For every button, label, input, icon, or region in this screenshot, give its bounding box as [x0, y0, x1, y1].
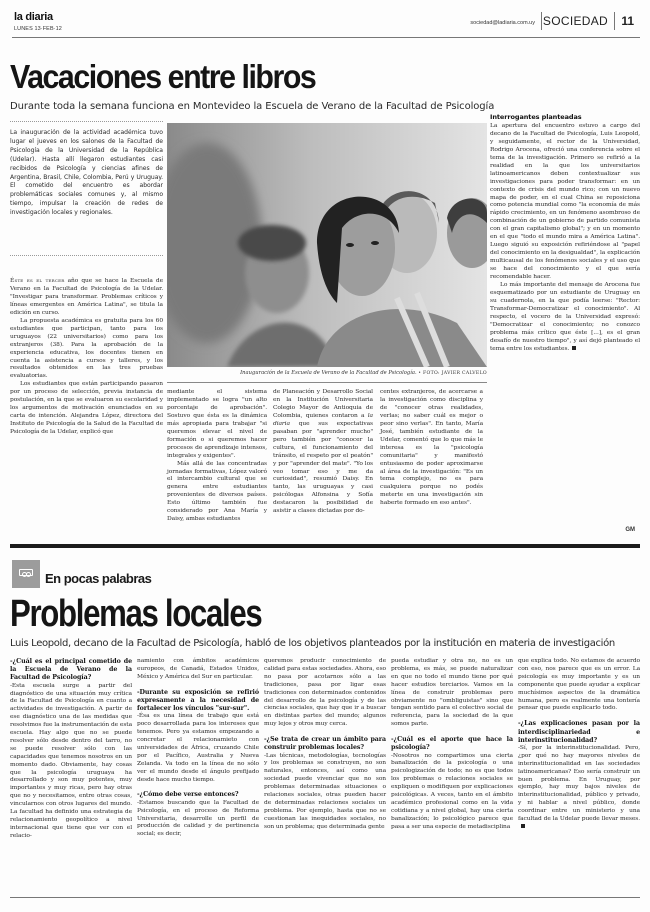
answer: pueda estudiar y otra no, no es un problema, es más, se puede naturalizar en que no todo el mundo tiene por qué hacer estudios terciarios. Vamos en la línea de construir problemas pero obviamente no "ombliguistas" sino que tengan sentido para el colectivo social de referencia, para la sociedad de la que somos parte. — [391, 658, 513, 728]
question: -Durante su exposición se refirió expresamente a la necesidad de fortalecer los vínculos "sur-sur". — [137, 688, 259, 713]
answer: namiento con ámbitos académicos europeos, de Canadá, Estados Unidos, México y América del Sur en particular. — [137, 658, 259, 680]
paragraph: Los estudiantes que están participando pasaron por un proceso de selección, previa instancia de postulación, en la que se evaluaron su escolaridad y los argumentos de motivación enunciados en su carta de intención. Alejandra López, directora del Instituto de Psicología de la Salud de la Facultad de Psicología de la Udelar, explicó que — [10, 381, 163, 436]
sidebar-heading: Interrogantes planteadas — [490, 113, 582, 121]
paragraph: La apertura del encuentro estuvo a cargo del decano de la Facultad de Psicología, Luis Leopold, y seguidamente, el rector de la Universidad, Rodrigo Arocena, ofreció una conferencia sobre el tema de la investigación. Primero se refirió a la realidad en la que los universitarios latinoamericanos deben contextualizar sus investigaciones para poder transformar: en un contexto de crisis del mundo rico; con un nuevo mapa de poder, en el cual China se reposiciona como potencia mundial como "la economía de más rápido crecimiento, en un fenómeno asombroso de combinación de un gobierno de partido comunista con el gran capitalismo global"; y en un momento en el que "todo el mundo mira a América Latina". Luego siguió su exposición refiriéndose al "papel del conocimiento en la desigualdad", la explicación multicausal de los fenómenos sociales y el uso que se hace del conocimiento y el que sería recomendable hacer. — [490, 122, 640, 281]
end-mark-icon — [572, 346, 576, 350]
lead-paragraph: La inauguración de la actividad académica tuvo lugar el jueves en los salones de la Facultad de Psicología de la Universidad de la República (Udelar). Hasta allí llegaron estudiantes casi recibidos de Psicología y ciencias afines de Argentina, Brasil, Chile, Colombia, Perú y Uruguay. El cometido del encuentro es abordar problemáticas sociales comunes y, al mismo tiempo, impulsar la creación de redes de investigación locales y regionales. — [10, 129, 163, 217]
section-divider — [10, 544, 640, 548]
newspaper-logo: la diaria — [14, 11, 53, 23]
paragraph: Más allá de las concentradas jornadas formativas, López valoró el intercambio cultural que se genera entre estudiantes provenientes de diversos países. Esto último también fue considerado por Ana María y Daisy, ambas estudiantes — [167, 460, 267, 523]
article-photo — [167, 123, 487, 367]
question: -¿Cuál es el aporte que hace la psicología? — [391, 736, 513, 752]
cassette-tape-icon — [12, 560, 40, 588]
kicker: En pocas palabras — [45, 571, 152, 586]
answer: -Ésa es una línea de trabajo que está poco desarrollada para los intereses que tenemos. Pero ya estamos empezando a concretar el relacionamieto con universidades de África, cruzando Chile por el Pacífico, Australia y Nueva Zelanda. Va todo en la línea de no sólo ver el mundo desde el ángulo prefijado desde hace mucho tiempo. — [137, 713, 259, 783]
section-name: SOCIEDAD — [542, 14, 608, 28]
article-column-1 — [10, 278, 163, 437]
divider — [541, 12, 542, 30]
sidebar-column — [490, 114, 640, 354]
opening-words: Éste es el tercer — [10, 278, 65, 284]
article-headline: Vacaciones entre libros — [10, 58, 316, 95]
end-mark-icon — [521, 824, 525, 828]
paragraph: La propuesta académica es gratuita para los 60 estudiantes que participan, tanto para los uruguayos (22 universitarios) como para los extranjeros (38). Para la aprobación de la experiencia educativa, los docentes tienen en cuenta la asistencia a cursos y talleres, y los resultados obtenidos en las tres pruebas evaluatorias. — [10, 317, 163, 380]
answer: -Estamos buscando que la Facultad de Psicología, en el proceso de Reforma Universitaria, desarrolle un perfil de producción de calidad y de pertinencia social; es decir, — [137, 799, 259, 838]
article-column-4 — [380, 389, 483, 508]
lead-box — [10, 121, 163, 256]
interview-column-2 — [137, 658, 259, 839]
answer: -Esta escuela surge a partir del diagnóstico de una situación muy crítica de la Facultad de Psicología en cuanto a actividades de investigación. A partir de ese diagnóstico una de las medidas que resolvimos fue la instrumentación de esta escuela. Hay algo que no se puede resolver sólo desde dentro del tarro, no se puede resolver sólo con las capacidades que tenemos nosotros en un momento dado. Obviamente, hay cosas que la psicología uruguaya ha desarrollado y son muy potentes, muy importantes y muy ricas, pero hay otras que no y necesitamos, entre otras cosas, vincularnos con otros lugares del mundo. La facultad ha definido una estrategia de relacionamiento geopolítico a nivel internacional que tiene que ver con el relacio- — [10, 682, 132, 839]
divider — [10, 897, 640, 898]
divider — [614, 12, 615, 30]
answer: -Las técnicas, metodologías, tecnologías y los problemas se construyen, no son naturales, entonces, así como una sociedad puede vivenciar que no son problemas determinadas situaciones o relaciones sociales, otras pueden hacer de determinadas relaciones sociales un problema. Por ejemplo, hasta que no se cuestionan las inequidades sociales, no son un problema; que determinada gente — [264, 752, 386, 830]
caption-text: Inauguración de la Escuela de Verano de la Facultad de Psicología. — [240, 370, 417, 376]
interview-column-1 — [10, 658, 132, 841]
interview-headline: Problemas locales — [10, 593, 262, 635]
paragraph: que sus expectativas pasaban por "aprender mucho" pero también por "conocer la cultura, el funcionamiento del tránsito, el respeto por el peatón" y por "aprender del mate". "Yo los veo tomar eso y me da curiosidad", resumió Daisy. En tanto, las uruguayas y casi psicólogas Alfonsina y Sofía destacaron la posibilidad de asistir a clases dictadas por do- — [273, 420, 373, 515]
paragraph: mediante el sistema implementado se logra "un alto porcentaje de aprobación". Sostuvo que ésta es la dinámica más apropiada para trabajar "si queremos elevar el nivel de formación o si queremos hacer procesos de aprendizaje intensos, integrales y exigentes". — [167, 389, 267, 459]
byline: GM — [625, 527, 635, 533]
answer: que explica todo. No estamos de acuerdo con eso, nos parece que es un error. La psicología es muy importante y es un componente que puede ayudar a explicar muchísimos aspectos de la dramática humana, pero es realmente una tontería pensar que puede explicarlo todo. — [518, 658, 640, 712]
paragraph: de Planeación y Desarrollo Social en la Institución Universitaria Colegio Mayor de Antioquia de Colombia, quienes contaron a — [273, 389, 373, 419]
masthead — [12, 8, 640, 38]
photo-caption — [167, 370, 487, 376]
article-subhead: Durante toda la semana funciona en Montevideo la Escuela de Verano de la Facultad de Psicología — [10, 101, 495, 112]
question: -¿Se trata de crear un ámbito para construir problemas locales? — [264, 736, 386, 752]
interview-column-4 — [391, 658, 513, 832]
section-email: sociedad@ladiaria.com.uy — [470, 20, 535, 26]
article-column-3 — [273, 389, 373, 516]
paragraph: centes extranjeros, de acercarse a la investigación como disciplina y de "conocer otras realidades, verlas; no saber cuál es mejor o peor sino verlas". En tanto, María José, también estudiante de la Udelar, comentó que lo que más le interesa es la "psicología comunitaria" y manifestó entusiasmo de poder aproximarse al área de la investigación: "Es un tema complejo, no es para cualquiera porque no podés meterte en una investigación sin haberte formado en eso antes". — [380, 389, 483, 507]
article-column-2 — [167, 389, 267, 524]
answer: -Sí, por la interinstitucionalidad. Pero, ¿por qué no hay mayores niveles de interinstitucionalidad en las sociedades latinoamericanas? Eso sería construir un buen problema. En Uruguay, por ejemplo, hay muy bajos niveles de interinstitucionalidad, público y privado, y ni hablar a nivel público, donde coordinar entre un ministerio y una facultad de la Udelar puede llevar meses. — [518, 744, 640, 823]
photo-credit: • FOTO: JAVIER CALVELO — [418, 371, 487, 376]
paragraph: Lo más importante del mensaje de Arocena fue esquematizado por un estudiante de Uruguay en su cuadernola, en la que podía leerse: "Rector: Transformar-Democratizar el conocimiento". Al respecto, el vocero de la Universidad expresó: "Democratizar el conocimiento; no conozco problema más crítico que éste [...], es el gran desafío de nuestro tiempo", y así dejó planteado el tema entre los estudiantes. — [490, 282, 640, 352]
divider — [167, 382, 487, 383]
publication-name: la diaria — [273, 412, 373, 427]
question: -¿Cuál es el principal cometido de la Escuela de Verano de la Facultad de Psicología? — [10, 658, 132, 682]
interview-column-5 — [518, 658, 640, 832]
page-number: 11 — [621, 14, 634, 28]
photo-students-icon — [167, 123, 487, 367]
interview-subhead: Luis Leopold, decano de la Facultad de Psicología, habló de los objetivos planteados por la institución en materia de investigación — [10, 638, 615, 649]
answer: -Nosotros no compartimos una cierta banalización de la psicología o una psicologización de todo; no es que todos los problemas o relaciones sociales se expliquen o modifiquen por explicaciones psicológicas. A veces, tanto en el ámbito académico profesional como en la vida cotidiana y a nivel global, hay una cierta banalización; lo psicológico parece que pasa a ser una especie de metadisciplina — [391, 752, 513, 830]
answer: queremos producir conocimiento de calidad para estas sociedades. Ahora, eso no pasa por acotarnos sólo a las tradiciones, pasa por ligar esas tradiciones con determinados contenidos del desarrollo de la psicología y de las ciencias sociales, que hay que ir a buscar en distintas partes del mundo; algunos muy lejos y otros muy cerca. — [264, 658, 386, 728]
interview-column-3 — [264, 658, 386, 832]
paragraph: año que se hace la Escuela de Verano en la Facultad de Psicología de la Udelar. "Investigar para transformar. Problemas críticos y líneas emergentes en América Latina", se titula la edición en curso. — [10, 278, 163, 316]
question: -¿Cómo debe verse entonces? — [137, 791, 239, 799]
question: -¿Las explicaciones pasan por la interdisciplinariedad e interinstitucionalidad? — [518, 720, 640, 744]
issue-date: LUNES 13·FEB·12 — [14, 26, 62, 32]
